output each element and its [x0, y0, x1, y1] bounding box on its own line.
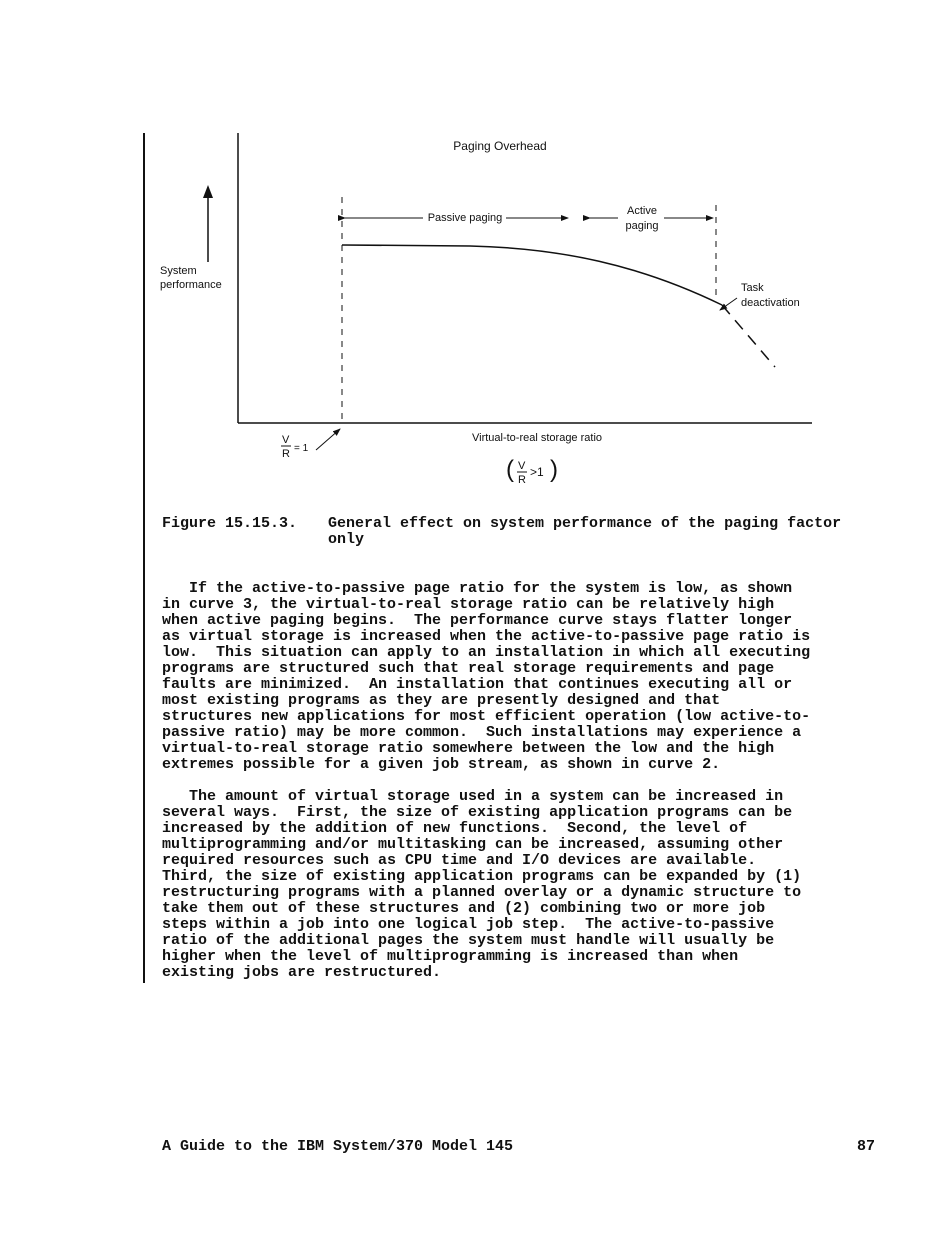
passive-paging-label: Passive paging	[427, 212, 503, 224]
figure-title: Paging Overhead	[453, 139, 547, 153]
paragraph-line: faults are minimized. An installation that continues executing all or	[162, 676, 793, 693]
vr-gt-close-paren: )	[550, 456, 558, 483]
paragraph-line: higher when the level of multiprogramming is increased than when	[162, 948, 739, 965]
paragraph-line: restructuring programs with a planned overlay or a dynamic structure to	[162, 884, 802, 901]
paragraph-line: low. This situation can apply to an installation in which all executing	[162, 644, 811, 661]
paragraph-line: virtual-to-real storage ratio somewhere between the low and the high	[162, 740, 775, 757]
paragraph-line: passive ratio) may be more common. Such installations may experience a	[162, 724, 802, 741]
paragraph-line: extremes possible for a given job stream, as shown in curve 2.	[162, 756, 721, 773]
paragraph-line: The amount of virtual storage used in a system can be increased in	[162, 788, 784, 805]
figure-number: Figure 15.15.3.	[162, 515, 298, 532]
paragraph-line: existing jobs are restructured.	[162, 964, 442, 981]
paragraph-line: structures new applications for most efficient operation (low active-to-	[162, 708, 811, 725]
footer-title: A Guide to the IBM System/370 Model 145	[162, 1138, 514, 1155]
vr-equals-one: = 1	[294, 443, 309, 454]
paragraph-line: steps within a job into one logical job step. The active-to-passive	[162, 916, 775, 933]
paragraph-line: Third, the size of existing application programs can be expanded by (1)	[162, 868, 802, 885]
up-arrow-icon	[203, 185, 213, 198]
vr-pointer	[316, 429, 340, 450]
paragraph-2	[162, 789, 872, 981]
figure-caption-text: General effect on system performance of the paging factor only	[328, 515, 842, 548]
vr-gt-denominator: R	[518, 474, 526, 486]
paragraph-line: increased by the addition of new functions. Second, the level of	[162, 820, 748, 837]
paragraph-line: as virtual storage is increased when the active-to-passive page ratio is	[162, 628, 811, 645]
vr-gt-one: >1	[530, 465, 544, 479]
page-number: 87	[856, 1138, 875, 1155]
task-deactivation-label-1: Task	[741, 282, 764, 294]
paragraph-line: required resources such as CPU time and I/O devices are available.	[162, 852, 757, 869]
figure-caption	[162, 516, 862, 564]
vr-numerator: V	[282, 434, 290, 446]
paragraph-line: when active paging begins. The performance curve stays flatter longer	[162, 612, 793, 629]
paragraph-line: most existing programs as they are presently designed and that	[162, 692, 721, 709]
task-deactivation-pointer	[720, 298, 737, 310]
paragraph-line: ratio of the additional pages the system must handle will usually be	[162, 932, 775, 949]
paragraph-line: If the active-to-passive page ratio for the system is low, as shown	[162, 580, 793, 597]
active-paging-label-2: paging	[625, 220, 659, 232]
paragraph-line: multiprogramming and/or multitasking can be increased, assuming other	[162, 836, 784, 853]
task-deactivation-label-2: deactivation	[741, 297, 800, 309]
x-axis-label: Virtual-to-real storage ratio	[471, 432, 603, 444]
ylabel-line1: System	[160, 265, 197, 277]
paragraph-line: take them out of these structures and (2) combining two or more job	[162, 900, 766, 917]
paragraph-1	[162, 581, 872, 773]
paragraph-line: programs are structured such that real storage requirements and page	[162, 660, 775, 677]
performance-curve-dashed	[722, 305, 775, 367]
paging-overhead-figure	[0, 0, 950, 500]
active-paging-label-1: Active	[627, 205, 657, 217]
ylabel-line2: performance	[160, 279, 222, 291]
performance-curve	[342, 245, 722, 305]
paragraph-line: several ways. First, the size of existing application programs can be	[162, 804, 793, 821]
vr-denominator: R	[282, 448, 290, 460]
vr-gt-open-paren: (	[506, 456, 514, 483]
paragraph-line: in curve 3, the virtual-to-real storage ratio can be relatively high	[162, 596, 775, 613]
vr-gt-numerator: V	[518, 460, 526, 472]
